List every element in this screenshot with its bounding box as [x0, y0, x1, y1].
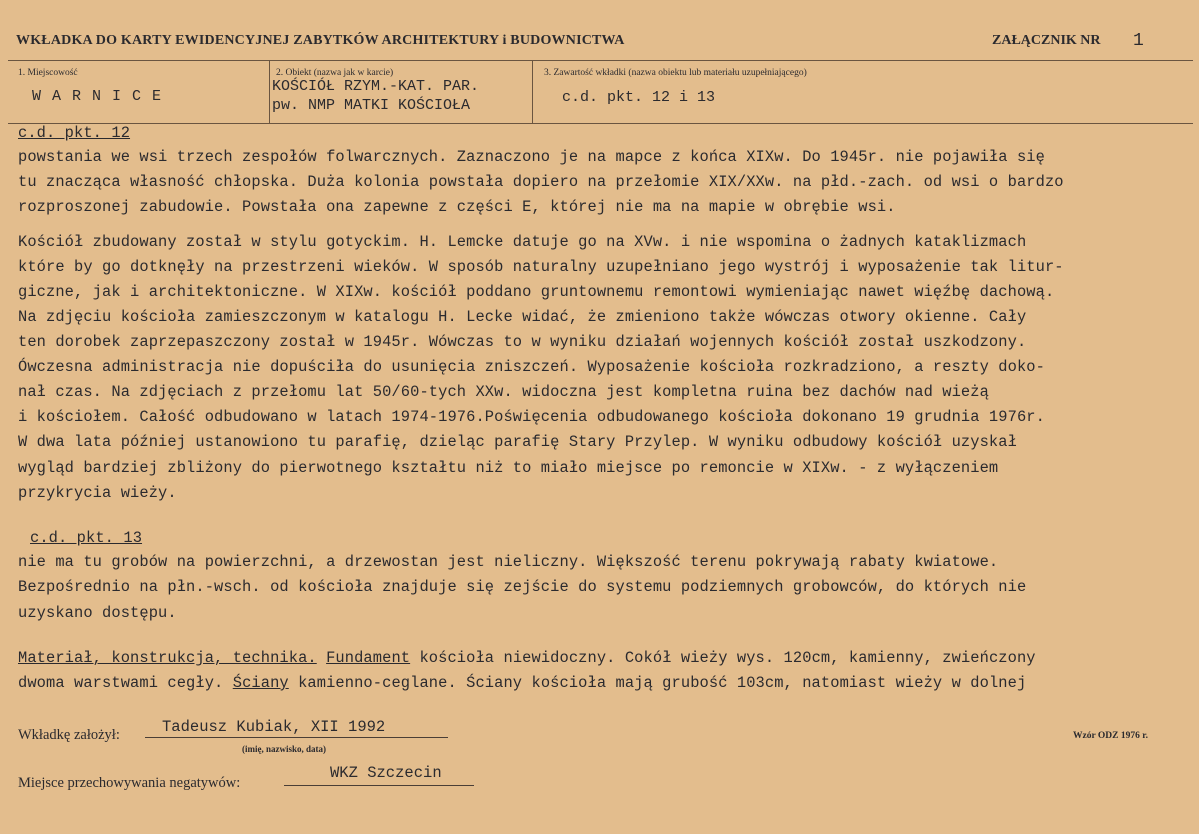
- object-label: 2. Obiekt (nazwa jak w karcie): [276, 68, 394, 78]
- body-line: ten dorobek zaprzepaszczony został w 1945r. Wówczas to w wyniku działań wojennych kościół został uszkodzony.: [18, 333, 1027, 351]
- body-line: wygląd bardziej zbliżony do pierwotnego kształtu niż to miało miejsce po remoncie w XIXw. - z wyłączeniem: [18, 459, 999, 477]
- author-label: Wkładkę założył:: [18, 727, 120, 743]
- body-line: tu znacząca własność chłopska. Duża kolonia powstała dopiero na przełomie XIX/XXw. na płd.-zach. od wsi o bardzo: [18, 173, 1064, 191]
- negatives-label: Miejsce przechowywania negatywów:: [18, 775, 241, 791]
- annex-number: 1: [1133, 31, 1144, 51]
- body-line: W dwa lata później ustanowiono tu parafię, dzieląc parafię Stary Przylep. W wyniku odbudowy kościół uzyskał: [18, 433, 1017, 451]
- material-label: Materiał, konstrukcja, technika.: [18, 649, 317, 667]
- material-line1-rest: kościoła niewidoczny. Cokół wieży wys. 120cm, kamienny, zwieńczony: [410, 649, 1036, 667]
- body-line: które by go dotknęły na przestrzeni wieków. W sposób naturalny uzupełniano jego wystrój i wyposażenie tak litur-: [18, 258, 1064, 276]
- pattern-label: Wzór ODZ 1976 r.: [1073, 731, 1148, 741]
- content-label: 3. Zawartość wkładki (nazwa obiektu lub materiału uzupełniającego): [544, 68, 807, 78]
- object-value-line1: KOŚCIÓŁ RZYM.-KAT. PAR.: [272, 78, 480, 95]
- material-line-1: [18, 649, 1036, 667]
- body-line: nał czas. Na zdjęciach z przełomu lat 50/60-tych XXw. widoczna jest kompletna ruina bez dachów nad wieżą: [18, 383, 989, 401]
- place-value: W A R N I C E: [32, 88, 163, 105]
- annex-label: ZAŁĄCZNIK NR: [992, 33, 1101, 48]
- body-line: i kościołem. Całość odbudowano w latach 1974-1976.Poświęcenia odbudowanego kościoła dokonano 19 grudnia 1976r.: [18, 408, 1045, 426]
- place-label: 1. Miejscowość: [18, 68, 78, 78]
- field-divider-2: [532, 61, 533, 123]
- material-line-2: [18, 674, 1026, 692]
- body-line: Bezpośrednio na płn.-wsch. od kościoła znajduje się zejście do systemu podziemnych grobowców, do których nie: [18, 578, 1027, 596]
- author-caption: (imię, nazwisko, data): [242, 744, 326, 754]
- material-line2-start: dwoma warstwami cegły.: [18, 674, 233, 692]
- object-value-line2: pw. NMP MATKI KOŚCIOŁA: [272, 97, 471, 114]
- content-value: c.d. pkt. 12 i 13: [562, 89, 716, 106]
- body-line: rozproszonej zabudowie. Powstała ona zapewne z części E, której nie ma na mapie w obrębie wsi.: [18, 198, 896, 216]
- section13-heading: c.d. pkt. 13: [30, 529, 143, 547]
- negatives-value: WKZ Szczecin: [330, 764, 442, 782]
- fields-divider: [8, 123, 1193, 124]
- body-line: Na zdjęciu kościoła zamieszczonym w katalogu H. Lecke widać, że zmieniono także wówczas otwory okienne. Cały: [18, 308, 1027, 326]
- negatives-underline: [284, 785, 474, 786]
- author-underline: [145, 737, 448, 738]
- body-line: Ówczesna administracja nie dopuściła do usunięcia zniszczeń. Wyposażenie kościoła rozkradziono, a reszty doko-: [18, 358, 1045, 376]
- field-divider-1: [269, 61, 270, 123]
- sciany-label: Ściany: [232, 674, 289, 692]
- material-line2-rest: kamienno-ceglane. Ściany kościoła mają grubość 103cm, natomiast wieży w dolnej: [288, 674, 1027, 692]
- body-line: przykrycia wieży.: [18, 484, 177, 502]
- section12-heading: c.d. pkt. 12: [18, 124, 131, 142]
- body-line: nie ma tu grobów na powierzchni, a drzewostan jest nieliczny. Większość terenu pokrywają rabaty kwiatowe.: [18, 553, 999, 571]
- author-value: Tadeusz Kubiak, XII 1992: [162, 718, 386, 736]
- body-line: powstania we wsi trzech zespołów folwarcznych. Zaznaczono je na mapce z końca XIXw. Do 1945r. nie pojawiła się: [18, 148, 1045, 166]
- fundament-label: Fundament: [326, 649, 411, 667]
- form-title: WKŁADKA DO KARTY EWIDENCYJNEJ ZABYTKÓW ARCHITEKTURY i BUDOWNICTWA: [16, 33, 625, 48]
- body-line: giczne, jak i architektoniczne. W XIXw. kościół poddano gruntownemu remontowi wymieniając nawet więźbę dachową.: [18, 283, 1055, 301]
- body-line: Kościół zbudowany został w stylu gotyckim. H. Lemcke datuje go na XVw. i nie wspomina o żadnych kataklizmach: [18, 233, 1027, 251]
- header-divider: [8, 60, 1193, 61]
- body-line: uzyskano dostępu.: [18, 604, 177, 622]
